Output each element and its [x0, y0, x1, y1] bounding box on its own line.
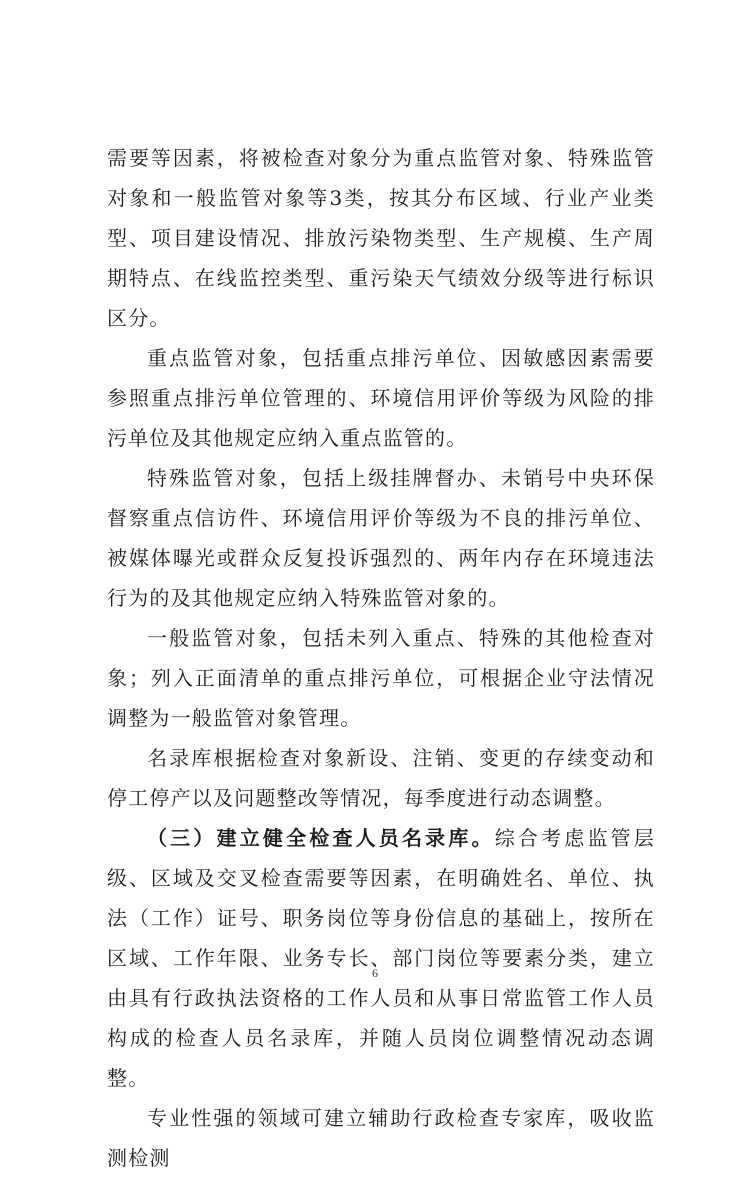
- paragraph-4: [107, 618, 655, 738]
- paragraph-5: [107, 738, 655, 818]
- paragraph-3: [107, 458, 655, 618]
- body-text: [107, 138, 655, 1178]
- paragraph-6: [107, 818, 655, 1098]
- paragraph-7: [107, 1098, 655, 1178]
- section-heading-3: （三）建立健全检查人员名录库。: [147, 826, 495, 850]
- paragraph-6-text: 综合考虑监管层级、区域及交叉检查需要等因素，在明确姓名、单位、执法（工作）证号、职务岗位等身份信息的基础上，按所在区域、工作年限、业务专长、部门岗位等要素分类，建立由具有行政执法资格的工作人员和从事日常监管工作人员构成的检查人员名录库，并随人员岗位调整情况动态调整。: [107, 826, 656, 1090]
- page-number: 6: [372, 966, 378, 980]
- paragraph-1: [107, 138, 655, 338]
- paragraph-7-text: 专业性强的领域可建立辅助行政检查专家库，吸收监测检测: [107, 1106, 655, 1170]
- paragraph-1-text: 需要等因素，将被检查对象分为重点监管对象、特殊监管对象和一般监管对象等3类，按其分布区域、行业产业类型、项目建设情况、排放污染物类型、生产规模、生产周期特点、在线监控类型、重污染天气绩效分级等进行标识区分。: [107, 146, 655, 330]
- paragraph-2-text: 重点监管对象，包括重点排污单位、因敏感因素需要参照重点排污单位管理的、环境信用评价等级为风险的排污单位及其他规定应纳入重点监管的。: [107, 346, 655, 450]
- paragraph-2: [107, 338, 655, 458]
- paragraph-4-text: 一般监管对象，包括未列入重点、特殊的其他检查对象；列入正面清单的重点排污单位，可根据企业守法情况调整为一般监管对象管理。: [107, 626, 655, 730]
- paragraph-3-text: 特殊监管对象，包括上级挂牌督办、未销号中央环保督察重点信访件、环境信用评价等级为不良的排污单位、被媒体曝光或群众反复投诉强烈的、两年内存在环境违法行为的及其他规定应纳入特殊监管对象的。: [107, 466, 655, 610]
- paragraph-5-text: 名录库根据检查对象新设、注销、变更的存续变动和停工停产以及问题整改等情况，每季度进行动态调整。: [107, 746, 655, 810]
